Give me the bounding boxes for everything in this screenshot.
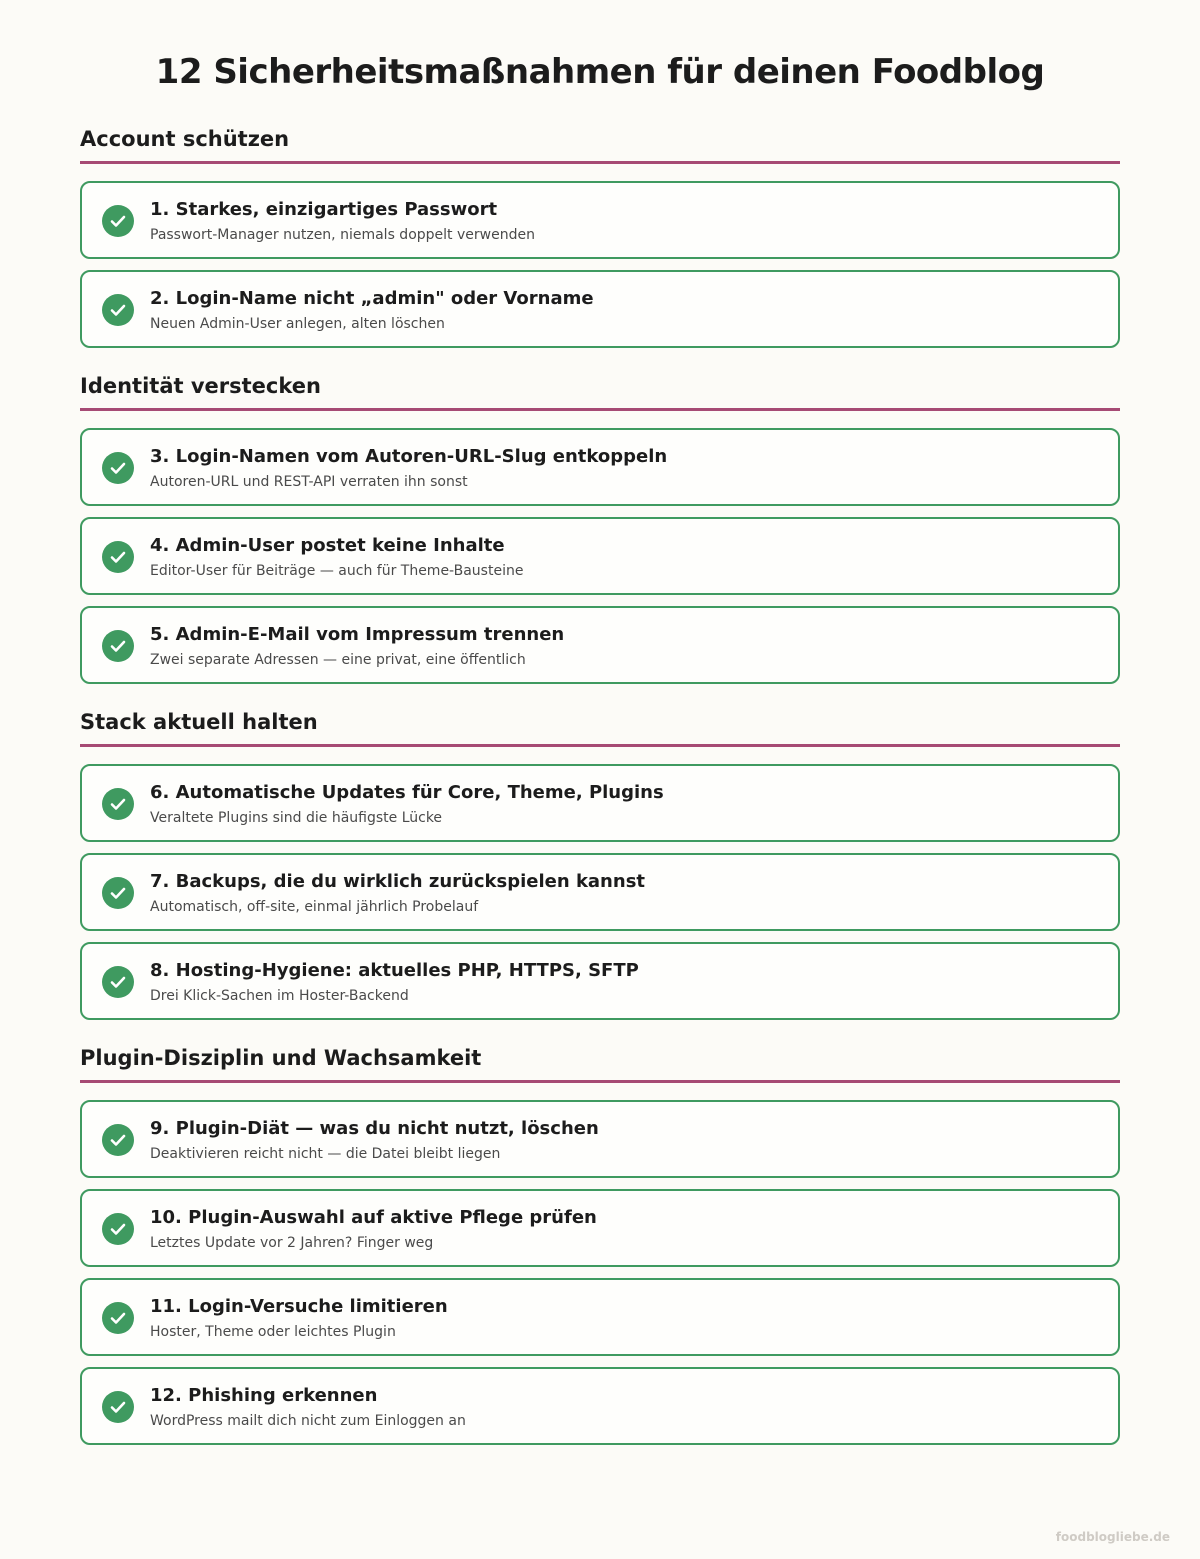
item-title: 3. Login-Namen vom Autoren-URL-Slug entkoppeln bbox=[150, 446, 668, 467]
section bbox=[80, 1045, 1120, 1456]
check-circle-icon bbox=[102, 877, 134, 909]
item-subtitle: Veraltete Plugins sind die häufigste Lücke bbox=[150, 810, 443, 826]
item-title: 5. Admin-E-Mail vom Impressum trennen bbox=[150, 624, 565, 645]
section-heading: Stack aktuell halten bbox=[80, 709, 1120, 747]
item-title: 4. Admin-User postet keine Inhalte bbox=[150, 535, 505, 556]
item-title: 8. Hosting-Hygiene: aktuelles PHP, HTTPS, SFTP bbox=[150, 960, 639, 981]
item-title: 1. Starkes, einzigartiges Passwort bbox=[150, 199, 498, 220]
section-heading: Account schützen bbox=[80, 126, 1120, 164]
item-subtitle: Drei Klick-Sachen im Hoster-Backend bbox=[150, 988, 409, 1004]
item-subtitle: Hoster, Theme oder leichtes Plugin bbox=[150, 1324, 396, 1340]
check-circle-icon bbox=[102, 1391, 134, 1423]
section bbox=[80, 709, 1120, 1031]
check-circle-icon bbox=[102, 452, 134, 484]
section-heading: Identität verstecken bbox=[80, 373, 1120, 411]
check-circle-icon bbox=[102, 630, 134, 662]
item-subtitle: Letztes Update vor 2 Jahren? Finger weg bbox=[150, 1235, 434, 1251]
checklist bbox=[80, 764, 1120, 1020]
item-title: 12. Phishing erkennen bbox=[150, 1385, 378, 1406]
checklist-item bbox=[80, 1100, 1120, 1178]
checklist bbox=[80, 1100, 1120, 1445]
check-circle-icon bbox=[102, 1124, 134, 1156]
check-circle-icon bbox=[102, 1302, 134, 1334]
checklist-item bbox=[80, 428, 1120, 506]
item-subtitle: Neuen Admin-User anlegen, alten löschen bbox=[150, 316, 445, 332]
check-circle-icon bbox=[102, 1213, 134, 1245]
item-title: 9. Plugin-Diät — was du nicht nutzt, löschen bbox=[150, 1118, 599, 1139]
checklist-item bbox=[80, 764, 1120, 842]
checklist-item bbox=[80, 181, 1120, 259]
item-subtitle: Automatisch, off-site, einmal jährlich Probelauf bbox=[150, 899, 479, 915]
item-title: 10. Plugin-Auswahl auf aktive Pflege prüfen bbox=[150, 1207, 597, 1228]
item-title: 7. Backups, die du wirklich zurückspielen kannst bbox=[150, 871, 646, 892]
page-title: 12 Sicherheitsmaßnahmen für deinen Foodblog bbox=[155, 52, 1045, 92]
checklist-item bbox=[80, 1367, 1120, 1445]
section bbox=[80, 373, 1120, 695]
item-subtitle: Autoren-URL und REST-API verraten ihn sonst bbox=[150, 474, 468, 490]
section bbox=[80, 126, 1120, 359]
check-circle-icon bbox=[102, 788, 134, 820]
item-title: 2. Login-Name nicht „admin" oder Vorname bbox=[150, 288, 594, 309]
section-heading: Plugin-Disziplin und Wachsamkeit bbox=[80, 1045, 1120, 1083]
footer-domain: foodblogliebe.de bbox=[1055, 1530, 1170, 1544]
checklist-item bbox=[80, 606, 1120, 684]
item-title: 11. Login-Versuche limitieren bbox=[150, 1296, 448, 1317]
checklist-item bbox=[80, 853, 1120, 931]
check-circle-icon bbox=[102, 294, 134, 326]
checklist-page bbox=[80, 0, 1120, 1429]
item-subtitle: WordPress mailt dich nicht zum Einloggen an bbox=[150, 1413, 466, 1429]
check-circle-icon bbox=[102, 966, 134, 998]
checklist-item bbox=[80, 942, 1120, 1020]
item-subtitle: Zwei separate Adressen — eine privat, eine öffentlich bbox=[150, 652, 526, 668]
check-circle-icon bbox=[102, 541, 134, 573]
check-circle-icon bbox=[102, 205, 134, 237]
checklist bbox=[80, 428, 1120, 684]
checklist-item bbox=[80, 270, 1120, 348]
item-subtitle: Editor-User für Beiträge — auch für Theme-Bausteine bbox=[150, 563, 524, 579]
item-subtitle: Passwort-Manager nutzen, niemals doppelt verwenden bbox=[150, 227, 535, 243]
checklist-item bbox=[80, 1278, 1120, 1356]
item-subtitle: Deaktivieren reicht nicht — die Datei bleibt liegen bbox=[150, 1146, 501, 1162]
checklist-item bbox=[80, 1189, 1120, 1267]
checklist-item bbox=[80, 517, 1120, 595]
item-title: 6. Automatische Updates für Core, Theme, Plugins bbox=[150, 782, 664, 803]
checklist bbox=[80, 181, 1120, 348]
